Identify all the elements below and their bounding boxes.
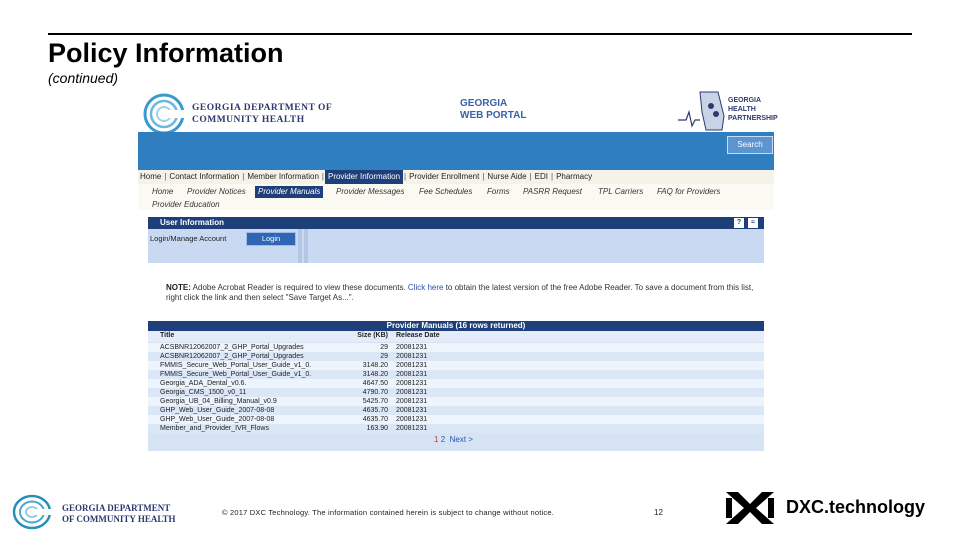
- gwp-line2: WEB PORTAL: [460, 110, 527, 121]
- table-row: [148, 415, 764, 424]
- manual-title-link[interactable]: GHP_Web_User_Guide_2007-08-08: [160, 407, 275, 414]
- slide-title: Policy Information: [48, 38, 284, 68]
- footer-org-line2: OF COMMUNITY HEALTH: [62, 514, 176, 524]
- subnav-pasrr-request[interactable]: PASRR Request: [523, 187, 582, 196]
- nav-separator: |: [242, 172, 245, 181]
- table-row: [148, 379, 764, 388]
- dch-logo-icon: [142, 92, 186, 136]
- footer-org-line1: GEORGIA DEPARTMENT: [62, 503, 171, 513]
- nav-edi[interactable]: EDI: [534, 172, 548, 181]
- nav-contact-information[interactable]: Contact Information: [169, 172, 240, 181]
- nav-nurse-aide[interactable]: Nurse Aide: [487, 172, 527, 181]
- pagination: [434, 435, 473, 444]
- manual-size: 4790.70: [362, 389, 388, 396]
- panel-divider: [298, 229, 302, 263]
- nav-separator: |: [164, 172, 167, 181]
- subnav-provider-education[interactable]: Provider Education: [152, 200, 220, 209]
- nav-separator: |: [321, 172, 324, 181]
- manual-title-link[interactable]: ACSBNR12062007_2_GHP_Portal_Upgrades: [160, 353, 304, 360]
- provider-manuals-header: Provider Manuals (16 rows returned): [148, 321, 764, 331]
- login-manage-account-label: Login/Manage Account: [150, 234, 227, 243]
- table-row: [148, 406, 764, 415]
- table-row: [148, 343, 764, 352]
- gwp-line1: GEORGIA: [460, 98, 508, 109]
- page-link-2[interactable]: 2: [440, 435, 446, 444]
- nav-separator: |: [482, 172, 485, 181]
- web-portal-wordmark: [460, 98, 526, 122]
- manual-release-date: 20081231: [396, 398, 428, 405]
- subnav-provider-notices[interactable]: Provider Notices: [187, 187, 246, 196]
- ghp-wordmark: [728, 96, 778, 123]
- ghp-line1: GEORGIA: [728, 97, 762, 104]
- column-header-title[interactable]: Title: [160, 332, 175, 339]
- page-current: 1: [434, 435, 439, 444]
- table-row: [148, 352, 764, 361]
- note-text-1: Adobe Acrobat Reader is required to view these documents.: [190, 283, 408, 292]
- search-button[interactable]: Search: [727, 136, 773, 154]
- adobe-reader-link[interactable]: Click here: [407, 283, 444, 292]
- table-row: [148, 397, 764, 406]
- manual-size: 29: [380, 353, 388, 360]
- manual-size: 4635.70: [362, 407, 388, 414]
- manual-release-date: 20081231: [396, 380, 428, 387]
- table-row: [148, 424, 764, 433]
- manual-release-date: 20081231: [396, 353, 428, 360]
- dxc-logo-icon: [726, 492, 774, 524]
- portal-screenshot: [138, 88, 778, 454]
- table-header-row: [148, 331, 764, 342]
- manual-size: 29: [380, 344, 388, 351]
- ghp-line3: PARTNERSHIP: [728, 115, 778, 122]
- login-button[interactable]: Login: [246, 232, 296, 246]
- column-header-release-date[interactable]: Release Date: [396, 332, 440, 339]
- user-information-header: [148, 217, 764, 229]
- nav-home[interactable]: Home: [140, 172, 162, 181]
- subnav-forms[interactable]: Forms: [487, 187, 510, 196]
- table-row: [148, 370, 764, 379]
- provider-manuals-table: [148, 331, 764, 451]
- nav-provider-information[interactable]: Provider Information: [325, 170, 403, 184]
- subnav-provider-manuals[interactable]: Provider Manuals: [255, 186, 323, 198]
- manual-title-link[interactable]: FMMIS_Secure_Web_Portal_User_Guide_v1_0.: [160, 362, 312, 369]
- dxc-wordmark: DXC.technology: [786, 497, 926, 517]
- dch-line1: GEORGIA DEPARTMENT OF: [192, 103, 333, 113]
- manual-release-date: 20081231: [396, 344, 428, 351]
- manual-size: 5425.70: [362, 398, 388, 405]
- column-header-size[interactable]: Size (KB): [357, 332, 388, 339]
- nav-separator: |: [550, 172, 554, 181]
- manual-release-date: 20081231: [396, 371, 428, 378]
- adobe-note: [166, 283, 756, 303]
- copyright-text: © 2017 DXC Technology. The information contained herein is subject to change without notice.: [222, 508, 555, 517]
- panel-divider: [304, 229, 308, 263]
- secondary-nav: [138, 184, 774, 210]
- header-banner: [138, 132, 774, 170]
- manual-size: 163.90: [366, 425, 388, 432]
- manual-release-date: 20081231: [396, 407, 428, 414]
- subnav-home[interactable]: Home: [152, 187, 174, 196]
- manual-size: 3148.20: [362, 371, 388, 378]
- nav-provider-enrollment[interactable]: Provider Enrollment: [409, 172, 480, 181]
- help-icon[interactable]: ?: [734, 218, 744, 228]
- dch-footer-wordmark: [62, 503, 176, 525]
- dch-footer-logo-icon: [12, 494, 58, 530]
- nav-member-information[interactable]: Member Information: [247, 172, 319, 181]
- page-number: 12: [654, 508, 663, 517]
- manual-release-date: 20081231: [396, 416, 428, 423]
- table-row: [148, 388, 764, 397]
- table-row: [148, 361, 764, 370]
- dch-wordmark: [192, 102, 332, 126]
- manual-title-link[interactable]: Georgia_UB_04_Billing_Manual_v0.9: [160, 398, 277, 405]
- note-text-2: to obtain the latest version of the free Adobe Reader. To save a document from this list, right click the link and then select "Save Target As...".: [166, 283, 754, 302]
- subnav-tpl-carriers[interactable]: TPL Carriers: [598, 187, 644, 196]
- manual-title-link[interactable]: FMMIS_Secure_Web_Portal_User_Guide_v1_0.: [160, 371, 312, 378]
- manual-release-date: 20081231: [396, 362, 428, 369]
- collapse-icon[interactable]: ≈: [748, 218, 758, 228]
- primary-nav: [138, 170, 774, 184]
- next-page-link[interactable]: Next >: [449, 435, 473, 444]
- user-information-panel: [148, 229, 764, 263]
- user-information-title: User Information: [160, 218, 225, 227]
- manual-title-link[interactable]: GHP_Web_User_Guide_2007-08-08: [160, 416, 275, 423]
- slide-subtitle: (continued): [48, 70, 119, 86]
- georgia-map-icon: [678, 90, 726, 132]
- nav-separator: |: [404, 172, 407, 181]
- nav-separator: |: [529, 172, 532, 181]
- dch-line2: COMMUNITY HEALTH: [192, 115, 305, 125]
- manual-release-date: 20081231: [396, 425, 428, 432]
- portal-header: [138, 88, 778, 170]
- subnav-fee-schedules[interactable]: Fee Schedules: [419, 187, 473, 196]
- title-rule: [48, 33, 912, 35]
- manual-size: 3148.20: [362, 362, 388, 369]
- ghp-line2: HEALTH: [728, 106, 756, 113]
- manual-size: 4647.50: [362, 380, 388, 387]
- manual-title-link[interactable]: Georgia_ADA_Dental_v0.6.: [160, 380, 247, 387]
- subnav-faq-for-providers[interactable]: FAQ for Providers: [657, 187, 721, 196]
- note-prefix: NOTE:: [166, 283, 191, 292]
- manual-title-link[interactable]: Member_and_Provider_IVR_Flows: [160, 425, 269, 432]
- manual-title-link[interactable]: Georgia_CMS_1500_v0_11: [160, 389, 247, 396]
- manual-release-date: 20081231: [396, 389, 428, 396]
- subnav-provider-messages[interactable]: Provider Messages: [336, 187, 405, 196]
- manual-size: 4635.70: [362, 416, 388, 423]
- nav-pharmacy[interactable]: Pharmacy: [556, 172, 593, 181]
- manual-title-link[interactable]: ACSBNR12062007_2_GHP_Portal_Upgrades: [160, 344, 304, 351]
